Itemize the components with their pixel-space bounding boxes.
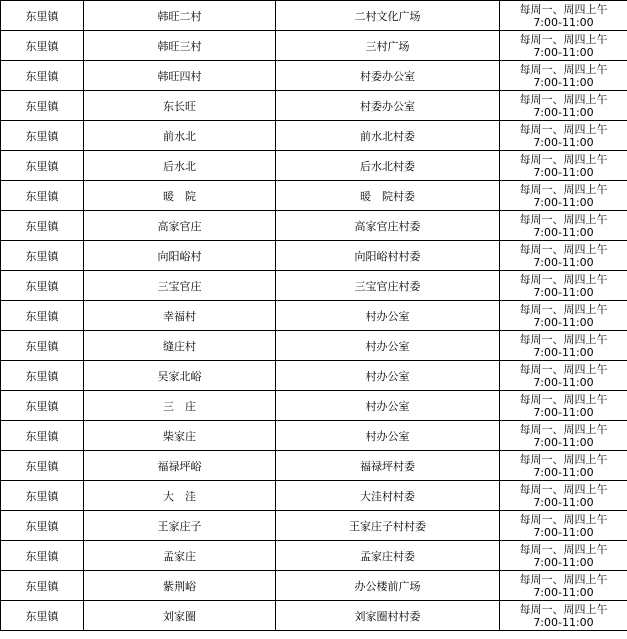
village-cell: 暖 院 (84, 181, 276, 211)
time-cell (500, 361, 627, 391)
location-cell: 福禄坪村委 (276, 451, 500, 481)
location-cell: 村办公室 (276, 331, 500, 361)
table-row (1, 331, 627, 361)
time-days: 每周一、周四上午 (519, 122, 608, 136)
time-cell (500, 511, 627, 541)
table-row (1, 121, 627, 151)
table-row (1, 1, 627, 31)
town-cell: 东里镇 (1, 271, 84, 301)
location-cell: 村办公室 (276, 361, 500, 391)
town-cell: 东里镇 (1, 331, 84, 361)
village-cell: 高家官庄 (84, 211, 276, 241)
time-hours: 7:00-11:00 (533, 435, 594, 449)
time-cell (500, 391, 627, 421)
town-cell: 东里镇 (1, 481, 84, 511)
time-hours: 7:00-11:00 (533, 15, 594, 29)
time-cell (500, 331, 627, 361)
village-cell: 紫荆峪 (84, 571, 276, 601)
table-row (1, 391, 627, 421)
time-days: 每周一、周四上午 (519, 572, 608, 586)
table-row (1, 511, 627, 541)
time-hours: 7:00-11:00 (533, 495, 594, 509)
location-cell: 二村文化广场 (276, 1, 500, 31)
town-cell: 东里镇 (1, 391, 84, 421)
time-hours: 7:00-11:00 (533, 75, 594, 89)
time-hours: 7:00-11:00 (533, 225, 594, 239)
time-hours: 7:00-11:00 (533, 555, 594, 569)
village-cell: 王家庄子 (84, 511, 276, 541)
time-cell (500, 571, 627, 601)
time-cell (500, 151, 627, 181)
village-cell: 三 庄 (84, 391, 276, 421)
town-cell: 东里镇 (1, 151, 84, 181)
location-cell: 刘家圈村村委 (276, 601, 500, 631)
location-cell: 暖 院村委 (276, 181, 500, 211)
time-hours: 7:00-11:00 (533, 165, 594, 179)
village-cell: 柴家庄 (84, 421, 276, 451)
location-cell: 办公楼前广场 (276, 571, 500, 601)
village-cell: 幸福村 (84, 301, 276, 331)
time-days: 每周一、周四上午 (519, 212, 608, 226)
town-cell: 东里镇 (1, 91, 84, 121)
village-cell: 东长旺 (84, 91, 276, 121)
time-hours: 7:00-11:00 (533, 465, 594, 479)
time-hours: 7:00-11:00 (533, 45, 594, 59)
time-cell (500, 421, 627, 451)
location-cell: 村委办公室 (276, 91, 500, 121)
location-cell: 王家庄子村村委 (276, 511, 500, 541)
location-cell: 前水北村委 (276, 121, 500, 151)
time-days: 每周一、周四上午 (519, 392, 608, 406)
town-cell: 东里镇 (1, 301, 84, 331)
time-hours: 7:00-11:00 (533, 525, 594, 539)
town-cell: 东里镇 (1, 181, 84, 211)
time-cell (500, 91, 627, 121)
time-days: 每周一、周四上午 (519, 272, 608, 286)
town-cell: 东里镇 (1, 61, 84, 91)
village-cell: 缝庄村 (84, 331, 276, 361)
town-cell: 东里镇 (1, 211, 84, 241)
time-cell (500, 541, 627, 571)
time-cell (500, 601, 627, 631)
village-cell: 吴家北峪 (84, 361, 276, 391)
location-cell: 孟家庄村委 (276, 541, 500, 571)
village-cell: 后水北 (84, 151, 276, 181)
time-days: 每周一、周四上午 (519, 452, 608, 466)
village-cell: 三宝官庄 (84, 271, 276, 301)
table-row (1, 451, 627, 481)
town-cell: 东里镇 (1, 1, 84, 31)
town-cell: 东里镇 (1, 31, 84, 61)
village-cell: 向阳峪村 (84, 241, 276, 271)
village-cell: 刘家圈 (84, 601, 276, 631)
time-days: 每周一、周四上午 (519, 32, 608, 46)
location-cell: 高家官庄村委 (276, 211, 500, 241)
village-cell: 孟家庄 (84, 541, 276, 571)
location-cell: 大洼村村委 (276, 481, 500, 511)
village-cell: 韩旺二村 (84, 1, 276, 31)
time-days: 每周一、周四上午 (519, 242, 608, 256)
table-row (1, 541, 627, 571)
location-cell: 三宝官庄村委 (276, 271, 500, 301)
table-row (1, 181, 627, 211)
location-cell: 向阳峪村村委 (276, 241, 500, 271)
town-cell: 东里镇 (1, 601, 84, 631)
table-row (1, 91, 627, 121)
location-cell: 后水北村委 (276, 151, 500, 181)
time-hours: 7:00-11:00 (533, 615, 594, 629)
table-row (1, 481, 627, 511)
town-cell: 东里镇 (1, 511, 84, 541)
time-days: 每周一、周四上午 (519, 2, 608, 16)
table-row (1, 31, 627, 61)
town-cell: 东里镇 (1, 241, 84, 271)
town-cell: 东里镇 (1, 361, 84, 391)
location-cell: 村办公室 (276, 301, 500, 331)
town-cell: 东里镇 (1, 421, 84, 451)
time-cell (500, 61, 627, 91)
location-cell: 村办公室 (276, 421, 500, 451)
location-cell: 村委办公室 (276, 61, 500, 91)
time-days: 每周一、周四上午 (519, 332, 608, 346)
time-days: 每周一、周四上午 (519, 152, 608, 166)
time-days: 每周一、周四上午 (519, 602, 608, 616)
table-row (1, 571, 627, 601)
table-row (1, 301, 627, 331)
time-cell (500, 31, 627, 61)
time-cell (500, 301, 627, 331)
town-cell: 东里镇 (1, 121, 84, 151)
time-days: 每周一、周四上午 (519, 302, 608, 316)
table-row (1, 241, 627, 271)
village-cell: 大 洼 (84, 481, 276, 511)
time-hours: 7:00-11:00 (533, 105, 594, 119)
time-hours: 7:00-11:00 (533, 195, 594, 209)
time-days: 每周一、周四上午 (519, 482, 608, 496)
village-cell: 前水北 (84, 121, 276, 151)
village-cell: 韩旺三村 (84, 31, 276, 61)
table-row (1, 211, 627, 241)
time-hours: 7:00-11:00 (533, 345, 594, 359)
table-row (1, 601, 627, 631)
time-days: 每周一、周四上午 (519, 62, 608, 76)
time-hours: 7:00-11:00 (533, 135, 594, 149)
time-cell (500, 1, 627, 31)
schedule-table-body (1, 1, 627, 631)
time-cell (500, 271, 627, 301)
time-hours: 7:00-11:00 (533, 285, 594, 299)
time-days: 每周一、周四上午 (519, 512, 608, 526)
table-row (1, 151, 627, 181)
time-hours: 7:00-11:00 (533, 405, 594, 419)
time-hours: 7:00-11:00 (533, 585, 594, 599)
village-cell: 韩旺四村 (84, 61, 276, 91)
time-hours: 7:00-11:00 (533, 255, 594, 269)
time-cell (500, 181, 627, 211)
town-cell: 东里镇 (1, 541, 84, 571)
time-days: 每周一、周四上午 (519, 542, 608, 556)
time-cell (500, 241, 627, 271)
table-row (1, 61, 627, 91)
time-days: 每周一、周四上午 (519, 362, 608, 376)
table-row (1, 271, 627, 301)
time-days: 每周一、周四上午 (519, 422, 608, 436)
time-cell (500, 211, 627, 241)
location-cell: 村办公室 (276, 391, 500, 421)
time-days: 每周一、周四上午 (519, 182, 608, 196)
table-row (1, 361, 627, 391)
table-row (1, 421, 627, 451)
location-cell: 三村广场 (276, 31, 500, 61)
town-cell: 东里镇 (1, 571, 84, 601)
time-days: 每周一、周四上午 (519, 92, 608, 106)
village-cell: 福禄坪峪 (84, 451, 276, 481)
town-cell: 东里镇 (1, 451, 84, 481)
time-cell (500, 121, 627, 151)
time-cell (500, 481, 627, 511)
time-hours: 7:00-11:00 (533, 375, 594, 389)
time-hours: 7:00-11:00 (533, 315, 594, 329)
time-cell (500, 451, 627, 481)
